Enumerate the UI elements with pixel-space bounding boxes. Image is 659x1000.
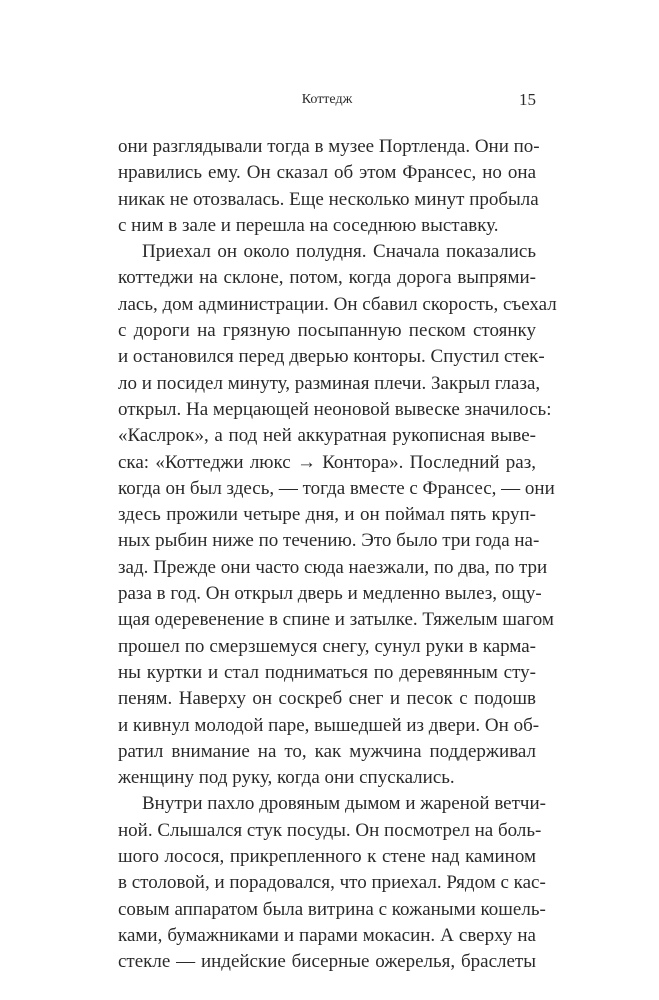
text-line: когда он был здесь, — тогда вместе с Франсес, — они xyxy=(118,477,555,499)
text-line: здесь прожили четыре дня, и он поймал пять круп- xyxy=(118,504,536,526)
text-line: лась, дом администрации. Он сбавил скорость, съехал xyxy=(118,293,557,315)
text-line: нравились ему. Он сказал об этом Франсес, но она xyxy=(118,162,536,184)
text-line: Приехал он около полудня. Сначала показались xyxy=(142,241,536,263)
text-line: никак не отозвалась. Еще несколько минут пробыла xyxy=(118,188,539,210)
text-line: ных рыбин ниже по течению. Это было три года на- xyxy=(118,530,540,552)
body-text xyxy=(118,134,557,976)
text-line: открыл. На мерцающей неоновой вывеске значилось: xyxy=(118,398,552,420)
text-line: зад. Прежде они часто сюда наезжали, по два, по три xyxy=(118,556,548,578)
text-line: «Каслрок», а под ней аккуратная рукописная выве- xyxy=(118,425,536,447)
text-line: ны куртки и стал подниматься по деревянным сту- xyxy=(118,661,536,683)
text-line: стекле — индейские бисерные ожерелья, браслеты xyxy=(118,951,536,973)
text-line: щая одеревенение в спине и затылке. Тяжелым шагом xyxy=(118,609,554,631)
text-line: и кивнул молодой паре, вышедшей из двери. Он об- xyxy=(118,714,540,736)
text-line: ной. Слышался стук посуды. Он посмотрел на боль- xyxy=(118,819,542,841)
running-title: Коттедж xyxy=(301,92,353,107)
text-line: совым аппаратом была витрина с кожаными кошель- xyxy=(118,898,546,920)
page-header xyxy=(118,90,536,112)
text-line: и остановился перед дверью конторы. Спустил стек- xyxy=(118,346,545,368)
text-line: ками, бумажниками и парами мокасин. А сверху на xyxy=(118,924,536,946)
text-line: пеням. Наверху он соскреб снег и песок с подошв xyxy=(118,688,536,710)
text-line: с ним в зале и перешла на соседнюю выставку. xyxy=(118,214,499,236)
text-line: Внутри пахло дровяным дымом и жареной ветчи- xyxy=(142,793,546,815)
text-line: они разглядывали тогда в музее Портленда. Они по- xyxy=(118,136,540,157)
text-line: с дороги на грязную посыпанную песком стоянку xyxy=(118,320,536,342)
page-number: 15 xyxy=(519,90,536,109)
text-line: в столовой, и порадовался, что приехал. Рядом с кас- xyxy=(118,872,546,894)
text-line: женщину под руку, когда они спускались. xyxy=(118,767,455,789)
text-line: раза в год. Он открыл дверь и медленно вылез, ощу- xyxy=(118,583,542,605)
text-line: ска: «Коттеджи люкс → Контора». Последний раз, xyxy=(118,451,536,473)
text-line: коттеджи на склоне, потом, когда дорога выпрями- xyxy=(118,267,536,289)
text-line: ло и посидел минуту, разминая плечи. Закрыл глаза, xyxy=(118,372,541,394)
text-line: прошел по смерзшемуся снегу, сунул руки в карма- xyxy=(118,635,536,657)
text-line: шого лосося, прикрепленного к стене над камином xyxy=(118,846,536,868)
text-line: ратил внимание на то, как мужчина поддерживал xyxy=(118,740,536,762)
